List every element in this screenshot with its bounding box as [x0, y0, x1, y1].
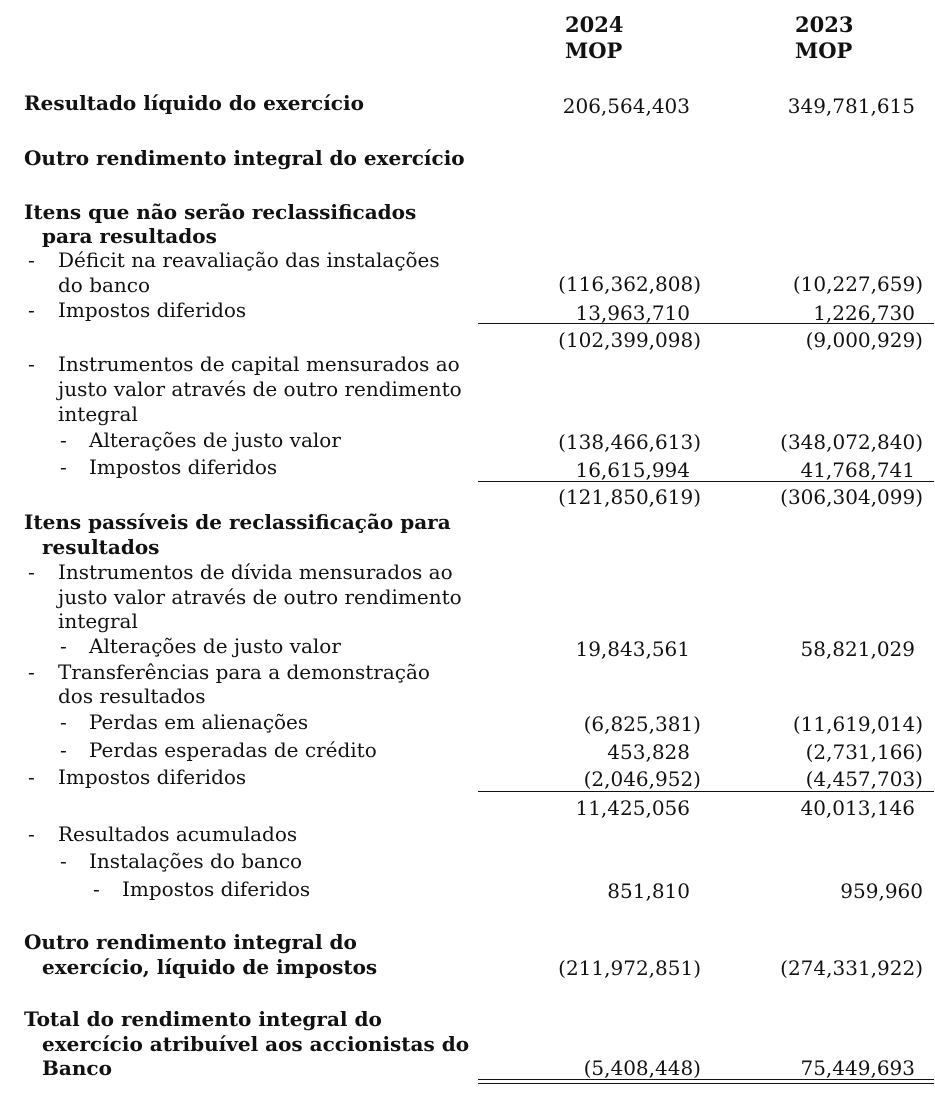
- bullet-dash: -: [93, 877, 100, 901]
- premises-deferred-tax-label: Impostos diferidos: [122, 877, 311, 901]
- deficit-label-line1: Déficit na reavaliação das instalações: [58, 248, 440, 272]
- bullet-dash: -: [28, 352, 35, 376]
- bullet-dash: -: [28, 660, 35, 684]
- equity-instruments-line1: Instrumentos de capital mensurados ao: [58, 352, 460, 376]
- expected-credit-loss-2023: (2,731,166): [805, 740, 923, 764]
- subtotal-1-2024: (102,399,098): [558, 328, 701, 352]
- bullet-dash: -: [60, 849, 67, 873]
- debt-instruments-line2: justo valor através de outro rendimento: [58, 585, 462, 609]
- bullet-dash: -: [60, 634, 67, 658]
- debt-instruments-line1: Instrumentos de dívida mensurados ao: [58, 560, 453, 584]
- year-2023-header: 2023: [795, 12, 854, 37]
- total-2023: 75,449,693: [800, 1056, 915, 1080]
- bullet-dash: -: [60, 710, 67, 734]
- currency-2024-header: MOP: [565, 38, 623, 63]
- transfers-label-line2: dos resultados: [58, 684, 206, 708]
- deficit-2024: (116,362,808): [558, 272, 701, 296]
- bullet-dash: -: [28, 298, 35, 322]
- debt-fair-value-2024: 19,843,561: [575, 637, 690, 661]
- bullet-dash: -: [60, 455, 67, 479]
- equity-fair-value-2024: (138,466,613): [558, 430, 701, 454]
- disposal-losses-label: Perdas em alienações: [89, 710, 309, 734]
- debt-fair-value-2023: 58,821,029: [800, 637, 915, 661]
- oci-section-title: Outro rendimento integral do exercício: [24, 146, 465, 170]
- oci-net-label-line1: Outro rendimento integral do: [24, 930, 357, 954]
- total-label-line1: Total do rendimento integral do: [24, 1007, 382, 1031]
- equity-instruments-line3: integral: [58, 402, 138, 426]
- currency-2023-header: MOP: [795, 38, 853, 63]
- subtotal-3-2023: 40,013,146: [800, 796, 915, 820]
- bullet-dash: -: [60, 738, 67, 762]
- reclass-deferred-tax-2024: (2,046,952): [583, 767, 701, 791]
- oci-net-2023: (274,331,922): [780, 956, 923, 980]
- deferred-tax-2023: 1,226,730: [813, 301, 915, 325]
- total-label-line2: exercício atribuível aos accionistas do: [42, 1032, 470, 1056]
- reclass-deferred-tax-2023: (4,457,703): [805, 767, 923, 791]
- double-rule-top: [478, 1079, 934, 1080]
- subtotal-rule: [478, 323, 934, 324]
- equity-fair-value-label: Alterações de justo valor: [89, 428, 341, 452]
- subtotal-2-2024: (121,850,619): [558, 485, 701, 509]
- subtotal-rule: [478, 481, 934, 482]
- net-profit-2024: 206,564,403: [562, 94, 690, 118]
- disposal-losses-2023: (11,619,014): [792, 712, 923, 736]
- bullet-dash: -: [28, 765, 35, 789]
- bullet-dash: -: [28, 560, 35, 584]
- equity-instruments-line2: justo valor através de outro rendimento: [58, 377, 462, 401]
- debt-fair-value-label: Alterações de justo valor: [89, 634, 341, 658]
- equity-deferred-tax-2024: 16,615,994: [575, 458, 690, 482]
- net-profit-2023: 349,781,615: [787, 94, 915, 118]
- not-reclassified-title-line1: Itens que não serão reclassificados: [24, 200, 417, 224]
- deficit-label-line2: do banco: [58, 273, 151, 297]
- bullet-dash: -: [28, 248, 35, 272]
- deficit-2023: (10,227,659): [792, 272, 923, 296]
- deferred-tax-2024: 13,963,710: [575, 301, 690, 325]
- premises-deferred-tax-2024: 851,810: [607, 879, 690, 903]
- equity-deferred-tax-2023: 41,768,741: [800, 458, 915, 482]
- double-rule-bottom: [478, 1083, 934, 1084]
- year-2024-header: 2024: [565, 12, 624, 37]
- transfers-label-line1: Transferências para a demonstração: [58, 660, 430, 684]
- subtotal-2-2023: (306,304,099): [780, 485, 923, 509]
- equity-deferred-tax-label: Impostos diferidos: [89, 455, 278, 479]
- subtotal-rule: [478, 791, 934, 792]
- net-profit-label: Resultado líquido do exercício: [24, 91, 364, 115]
- bullet-dash: -: [60, 428, 67, 452]
- reclass-deferred-tax-label: Impostos diferidos: [58, 765, 247, 789]
- retained-earnings-label: Resultados acumulados: [58, 822, 298, 846]
- total-2024: (5,408,448): [583, 1056, 701, 1080]
- subtotal-1-2023: (9,000,929): [805, 328, 923, 352]
- disposal-losses-2024: (6,825,381): [583, 712, 701, 736]
- reclassified-title-line2: resultados: [42, 535, 160, 559]
- premises-deferred-tax-2023: 959,960: [840, 879, 923, 903]
- total-label-line3: Banco: [42, 1056, 112, 1080]
- expected-credit-loss-2024: 453,828: [607, 740, 690, 764]
- debt-instruments-line3: integral: [58, 609, 138, 633]
- reclassified-title-line1: Itens passíveis de reclassificação para: [24, 510, 451, 534]
- deferred-tax-label: Impostos diferidos: [58, 298, 247, 322]
- bank-premises-label: Instalações do banco: [89, 849, 303, 873]
- subtotal-3-2024: 11,425,056: [575, 796, 690, 820]
- expected-credit-loss-label: Perdas esperadas de crédito: [89, 738, 377, 762]
- equity-fair-value-2023: (348,072,840): [780, 430, 923, 454]
- bullet-dash: -: [28, 822, 35, 846]
- oci-net-label-line2: exercício, líquido de impostos: [42, 955, 378, 979]
- not-reclassified-title-line2: para resultados: [42, 224, 217, 248]
- oci-net-2024: (211,972,851): [558, 956, 701, 980]
